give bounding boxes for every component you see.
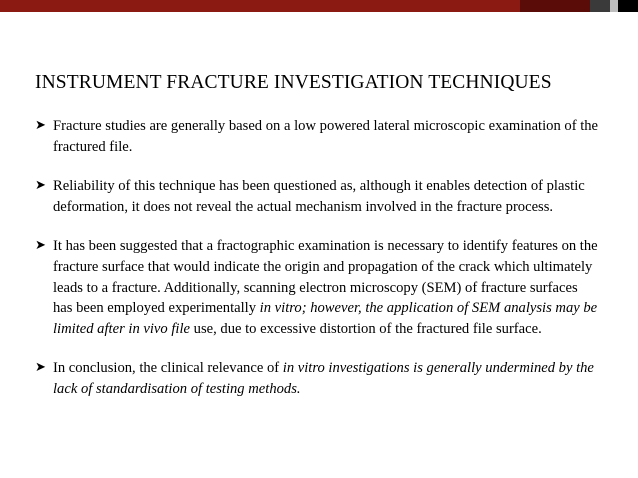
top-decorative-bar	[0, 0, 638, 12]
arrow-bullet-icon: ➤	[35, 360, 46, 376]
bullet-item	[35, 358, 600, 399]
bullet-item	[35, 116, 600, 157]
top-bar-black-segment	[618, 0, 638, 12]
arrow-bullet-icon: ➤	[35, 118, 46, 133]
bullet-item	[35, 236, 600, 339]
bullet-text: Fracture studies are generally based on a low powered lateral microscopic examination of the fractured file.	[53, 118, 599, 155]
bullet-item	[35, 176, 600, 217]
bullet-italic-text: in vitro investigations is generally undermined by the lack of standardisation of testing methods.	[53, 360, 594, 397]
arrow-bullet-icon: ➤	[35, 178, 46, 194]
top-bar-light-segment	[610, 0, 618, 12]
slide-title: INSTRUMENT FRACTURE INVESTIGATION TECHNIQUES	[35, 72, 552, 93]
top-bar-red-segment	[0, 0, 520, 12]
bullet-text: use, due to excessive distortion of the fractured file surface.	[190, 320, 542, 337]
bullet-italic-text: in vitro; however, the application of SEM analysis may be limited after in vivo file	[53, 300, 598, 337]
bullet-list	[35, 116, 600, 419]
arrow-bullet-icon: ➤	[35, 238, 46, 254]
bullet-text: It has been suggested that a fractographic examination is necessary to identify features on the fracture surface that would indicate the origin and propagation of the crack which ultimately leads to a fracture. Additionally, scanning electron microscopy (SEM) of fracture surfaces has been employed experimentally	[53, 238, 598, 317]
bullet-text: Reliability of this technique has been questioned as, although it enables detection of plastic deformation, it does not reveal the actual mechanism involved in the fracture process.	[53, 178, 585, 215]
bullet-text: In conclusion, the clinical relevance of	[53, 360, 283, 377]
top-bar-mid-segment	[590, 0, 610, 12]
top-bar-dark-segment	[520, 0, 590, 12]
